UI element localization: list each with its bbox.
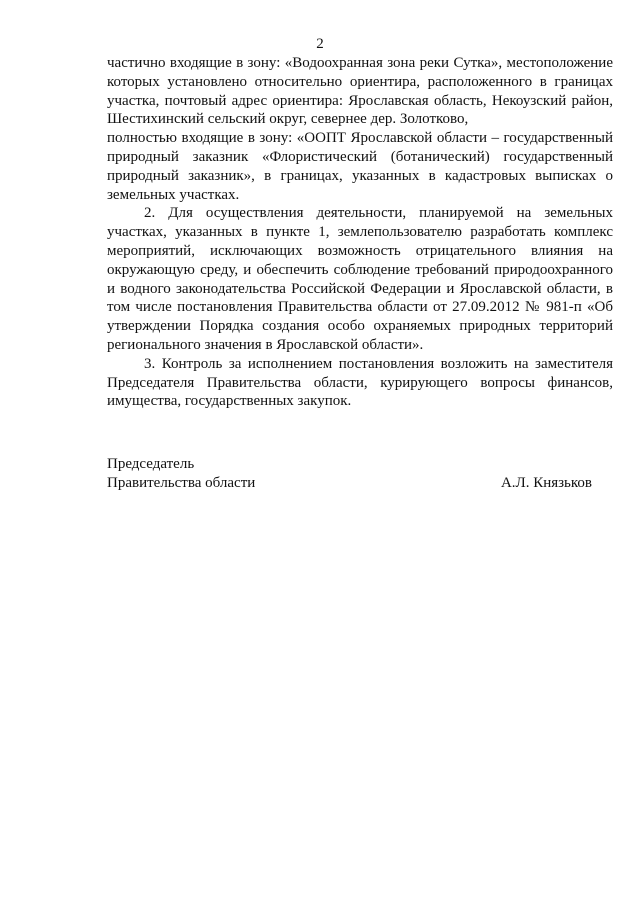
- paragraph-partial-zone: частично входящие в зону: «Водоохранная зона реки Сутка», местоположение которых установлено относительно ориентира, расположенного в границах участка, почтовый адрес ориентира: Ярославская область, Некоузский район, Шестихинский сельский округ, севернее дер. Золотково,: [107, 55, 613, 128]
- paragraph-item-3: 3. Контроль за исполнением постановления возложить на заместителя Председателя Правительства области, курирующего вопросы финансов, имущества, государственных закупок.: [107, 355, 613, 410]
- signatory-title-line2: Правительства области: [107, 474, 256, 491]
- signatory-title-line1: Председатель: [107, 456, 195, 472]
- signature-line: [107, 474, 592, 493]
- paragraph-item-2: 2. Для осуществления деятельности, планируемой на земельных участках, указанных в пункте 1, землепользователю разработать комплекс мероприятий, исключающих возможность отрицательного влияния на окружающую среду, и обеспечить соблюдение требований природоохранного и водного законодательства Российской Федерации и Ярославской области, в том числе постановления Правительства области от 27.09.2012 № 981-п «Об утверждении Порядка создания особо охраняемых природных территорий регионального значения в Ярославской области».: [107, 205, 613, 353]
- document-body: [107, 54, 613, 411]
- signatory-name: А.Л. Князьков: [500, 474, 592, 491]
- paragraph-full-zone: полностью входящие в зону: «ООПТ Ярославской области – государственный природный заказник «Флористический (ботанический) государственный природный заказник», в границах, указанных в кадастровых выписках о земельных участках.: [107, 130, 613, 203]
- signature-block: [107, 455, 592, 493]
- page-number: 2: [316, 36, 324, 52]
